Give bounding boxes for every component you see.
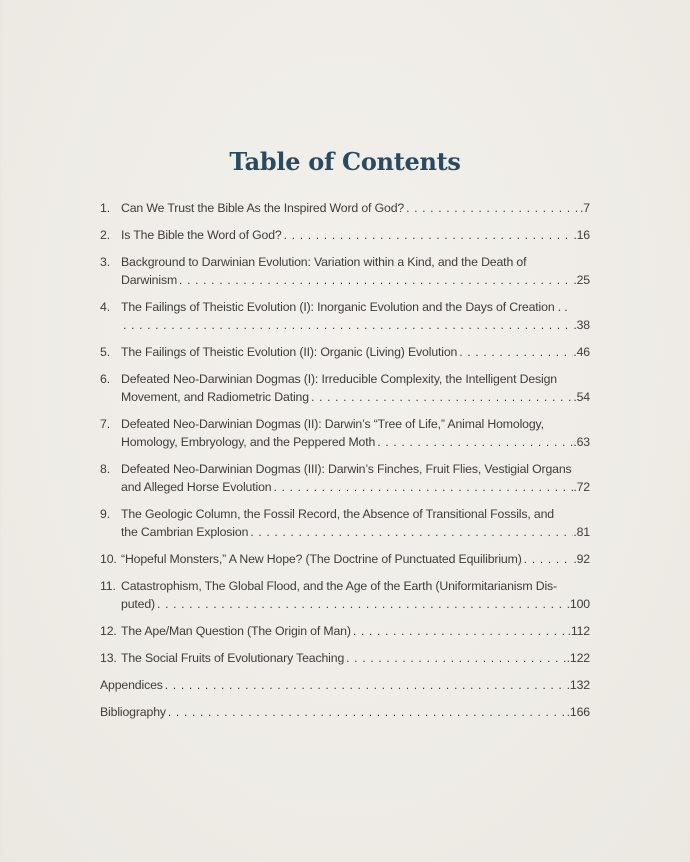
page-number: .63: [573, 435, 590, 449]
entry-body: [121, 577, 590, 613]
entry-last-line: [121, 649, 590, 667]
entry-number: 8.: [100, 462, 110, 476]
entry-body: [121, 253, 590, 289]
entry-number: 13.: [100, 651, 117, 665]
dot-leader: [375, 433, 573, 451]
entry-number: 6.: [100, 372, 110, 386]
entry-last-line: [100, 676, 590, 694]
toc-entry: [100, 226, 590, 244]
toc-entry: [100, 298, 590, 334]
entry-text: the Cambrian Explosion: [121, 525, 249, 539]
entry-number: 12.: [100, 624, 117, 638]
dot-leader: [344, 649, 567, 667]
entry-text: Darwinism: [121, 273, 178, 287]
entry-body: [121, 298, 590, 334]
toc-entry: [100, 199, 590, 217]
toc-entry: [100, 550, 590, 568]
entry-number: 2.: [100, 228, 110, 242]
entry-number: 4.: [100, 300, 110, 314]
entry-body: [121, 460, 590, 496]
page-number: .100: [566, 597, 590, 611]
entry-number: 10.: [100, 552, 117, 566]
entry-line: Defeated Neo-Darwinian Dogmas (I): Irreducible Complexity, the Intelligent Design: [121, 372, 557, 386]
entry-text: The Failings of Theistic Evolution (II): Organic (Living) Evolution: [121, 345, 458, 359]
entry-text: Appendices: [100, 678, 163, 692]
entry-last-line: [121, 595, 590, 613]
page-number: .92: [573, 552, 590, 566]
toc-entry: [100, 460, 590, 496]
entry-last-line: [121, 343, 590, 361]
entry-body: [121, 550, 590, 568]
entry-last-line: [121, 433, 590, 451]
entry-number: 1.: [100, 201, 110, 215]
entry-body: [121, 649, 590, 667]
entry-body: [100, 703, 590, 721]
page-number: .122: [566, 651, 590, 665]
entry-line: The Failings of Theistic Evolution (I): Inorganic Evolution and the Days of Creation . .: [121, 300, 568, 314]
toc-entry: [100, 370, 590, 406]
entry-number: 3.: [100, 255, 110, 269]
entry-last-line: [121, 271, 590, 289]
entry-last-line: [121, 550, 590, 568]
entry-body: [100, 676, 590, 694]
page-number: .81: [573, 525, 590, 539]
entry-text: Can We Trust the Bible As the Inspired Word of God?: [121, 201, 405, 215]
entry-line: Defeated Neo-Darwinian Dogmas (II): Darwin’s “Tree of Life,” Animal Homology,: [121, 417, 544, 431]
dot-leader: [163, 676, 567, 694]
entry-body: [121, 343, 590, 361]
entry-body: [121, 622, 590, 640]
dot-leader: [404, 199, 580, 217]
entry-last-line: [121, 388, 590, 406]
entry-line: Catastrophism, The Global Flood, and the Age of the Earth (Uniformitarianism Dis-: [121, 579, 557, 593]
page-number: .112: [567, 624, 590, 638]
entry-last-line: [121, 199, 590, 217]
page-number: .16: [573, 228, 590, 242]
entry-body: [121, 505, 590, 541]
page-number: .54: [573, 390, 590, 404]
dot-leader: [282, 226, 574, 244]
entry-number: 5.: [100, 345, 110, 359]
entry-last-line: [121, 226, 590, 244]
dot-leader: [248, 523, 573, 541]
dot-leader: [271, 478, 573, 496]
toc-entry: [100, 622, 590, 640]
page-number: .166: [566, 705, 590, 719]
page-number: .72: [573, 480, 590, 494]
page-number: .25: [573, 273, 590, 287]
entry-number: 9.: [100, 507, 110, 521]
toc-entry: [100, 343, 590, 361]
entry-body: [121, 226, 590, 244]
entry-text: The Social Fruits of Evolutionary Teaching: [121, 651, 345, 665]
entry-line: Defeated Neo-Darwinian Dogmas (III): Darwin’s Finches, Fruit Flies, Vestigial Organs: [121, 462, 572, 476]
toc-entry: [100, 676, 590, 694]
toc-entry: [100, 253, 590, 289]
entry-text: The Ape/Man Question (The Origin of Man): [121, 624, 351, 638]
toc-entry: [100, 649, 590, 667]
entry-line: Background to Darwinian Evolution: Variation within a Kind, and the Death of: [121, 255, 527, 269]
dot-leader: [457, 343, 573, 361]
dot-leader: [522, 550, 574, 568]
entry-last-line: [100, 703, 590, 721]
page-title: Table of Contents: [229, 147, 461, 176]
dot-leader: [177, 271, 573, 289]
entry-text: Homology, Embryology, and the Peppered Moth: [121, 435, 376, 449]
entry-last-line: [121, 316, 590, 334]
entry-last-line: [121, 478, 590, 496]
entry-number: 7.: [100, 417, 110, 431]
entry-last-line: [121, 622, 590, 640]
entry-text: Movement, and Radiometric Dating: [121, 390, 309, 404]
entry-text: puted): [121, 597, 155, 611]
entry-text: Bibliography: [100, 705, 166, 719]
entry-body: [121, 199, 590, 217]
toc-entry: [100, 577, 590, 613]
entry-line: The Geologic Column, the Fossil Record, the Absence of Transitional Fossils, and: [121, 507, 554, 521]
entry-text: and Alleged Horse Evolution: [121, 480, 272, 494]
dot-leader: [121, 316, 573, 334]
entry-body: [121, 415, 590, 451]
entry-body: [121, 370, 590, 406]
dot-leader: [351, 622, 568, 640]
toc-list: [100, 199, 590, 721]
dot-leader: [309, 388, 573, 406]
page-number: .132: [566, 678, 590, 692]
entry-last-line: [121, 523, 590, 541]
dot-leader: [155, 595, 567, 613]
toc-entry: [100, 505, 590, 541]
entry-text: “Hopeful Monsters,” A New Hope? (The Doctrine of Punctuated Equilibrium): [121, 552, 522, 566]
entry-number: 11.: [100, 579, 116, 593]
page-number: .46: [573, 345, 590, 359]
page-number: .7: [580, 201, 590, 215]
toc-entry: [100, 703, 590, 721]
dot-leader: [166, 703, 567, 721]
entry-text: Is The Bible the Word of God?: [121, 228, 282, 242]
page-number: .38: [573, 318, 590, 332]
toc-entry: [100, 415, 590, 451]
